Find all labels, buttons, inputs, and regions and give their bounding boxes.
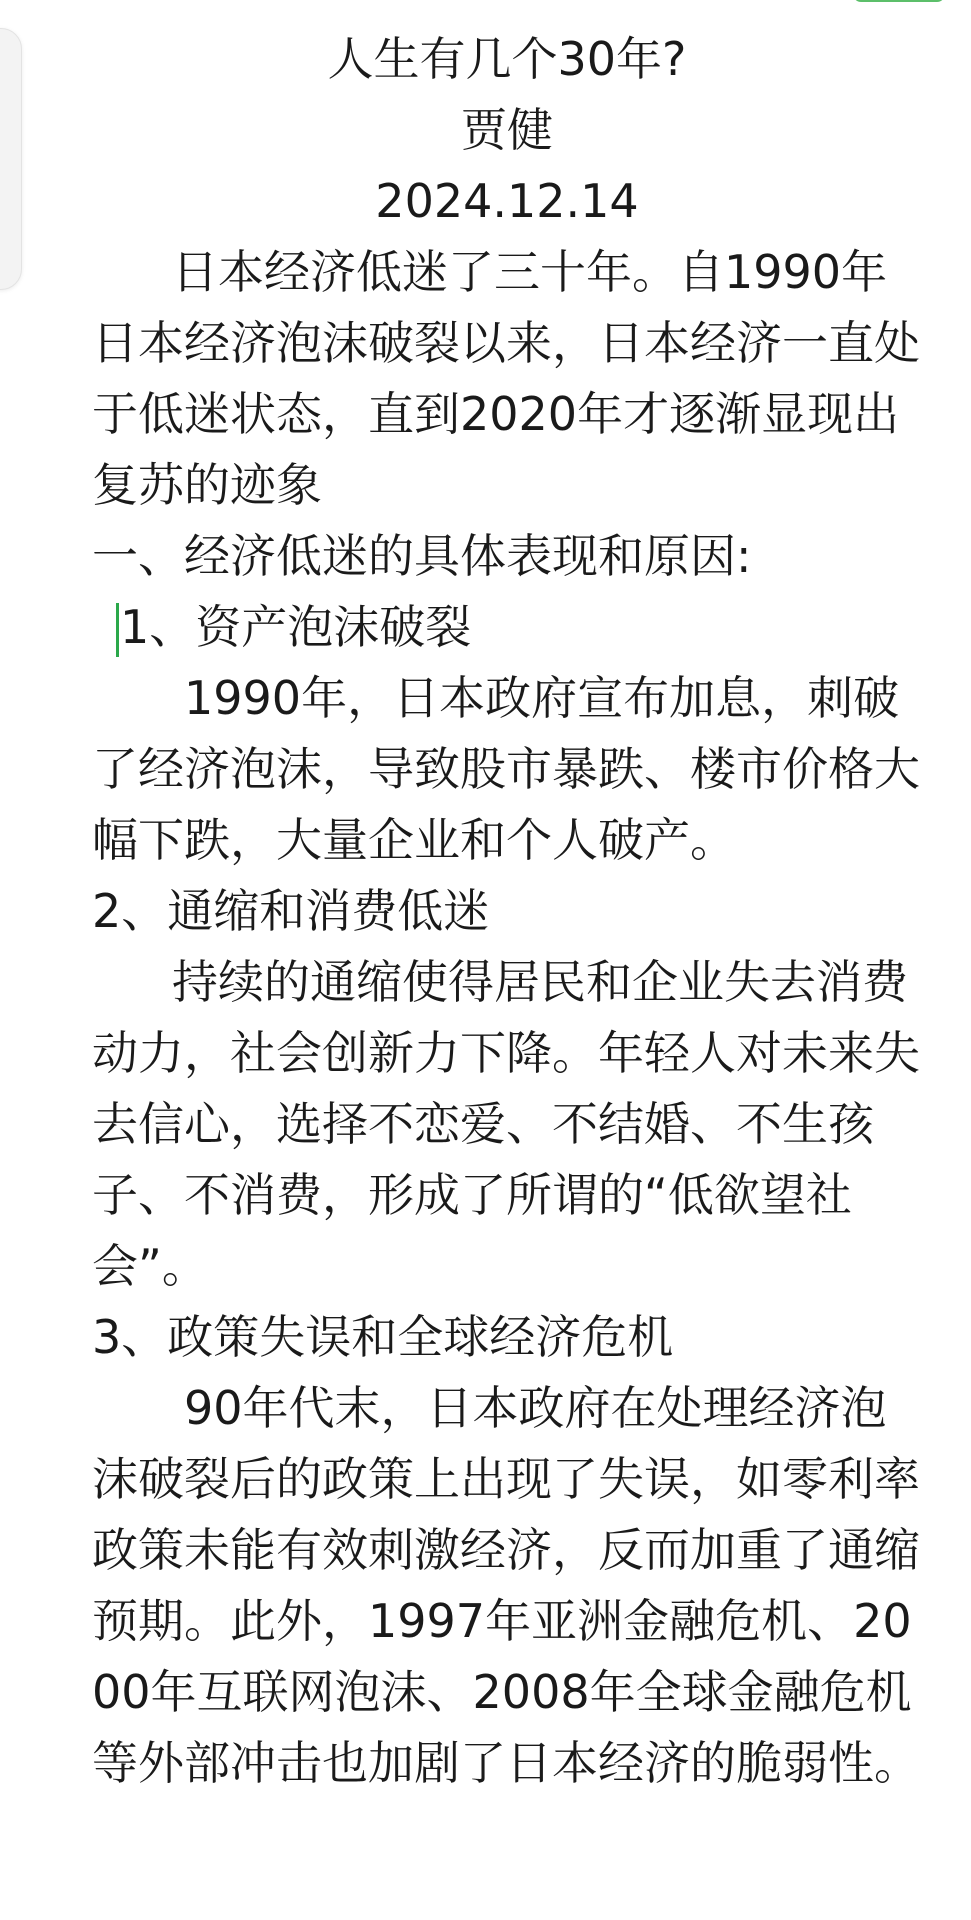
item-heading-1-text: 1、资产泡沫破裂 (120, 600, 472, 654)
document-author: 贾健 (461, 103, 553, 157)
text-cursor (116, 603, 119, 657)
document-date: 2024.12.14 (375, 174, 639, 228)
section-heading: 一、经济低迷的具体表现和原因: (92, 529, 752, 583)
item-body-1: 1990年，日本政府宣布加息，刺破了经济泡沫，导致股市暴跌、楼市价格大幅下跌，大量企业和个人破产。 (92, 671, 920, 867)
side-drawer-handle[interactable] (0, 28, 22, 290)
item-heading-2: 2、通缩和消费低迷 (92, 884, 490, 938)
top-status-accent (853, 0, 945, 2)
item-body-3: 90年代末，日本政府在处理经济泡沫破裂后的政策上出现了失误，如零利率政策未能有效刺激经济，反而加重了通缩预期。此外，1997年亚洲金融危机、2000年互联网泡沫、2008年全球金融危机等外部冲击也加剧了日本经济的脆弱性。 (92, 1381, 920, 1790)
document-title: 人生有几个30年? (327, 32, 687, 86)
item-heading-1 (92, 592, 922, 663)
item-body-2: 持续的通缩使得居民和企业失去消费动力，社会创新力下降。年轻人对未来失去信心，选择不恋爱、不结婚、不生孩子、不消费，形成了所谓的“低欲望社会”。 (92, 955, 920, 1293)
document-editor[interactable] (92, 24, 922, 1799)
intro-paragraph: 日本经济低迷了三十年。自1990年日本经济泡沫破裂以来，日本经济一直处于低迷状态，直到2020年才逐渐显现出复苏的迹象 (92, 245, 920, 512)
item-heading-3: 3、政策失误和全球经济危机 (92, 1310, 674, 1364)
